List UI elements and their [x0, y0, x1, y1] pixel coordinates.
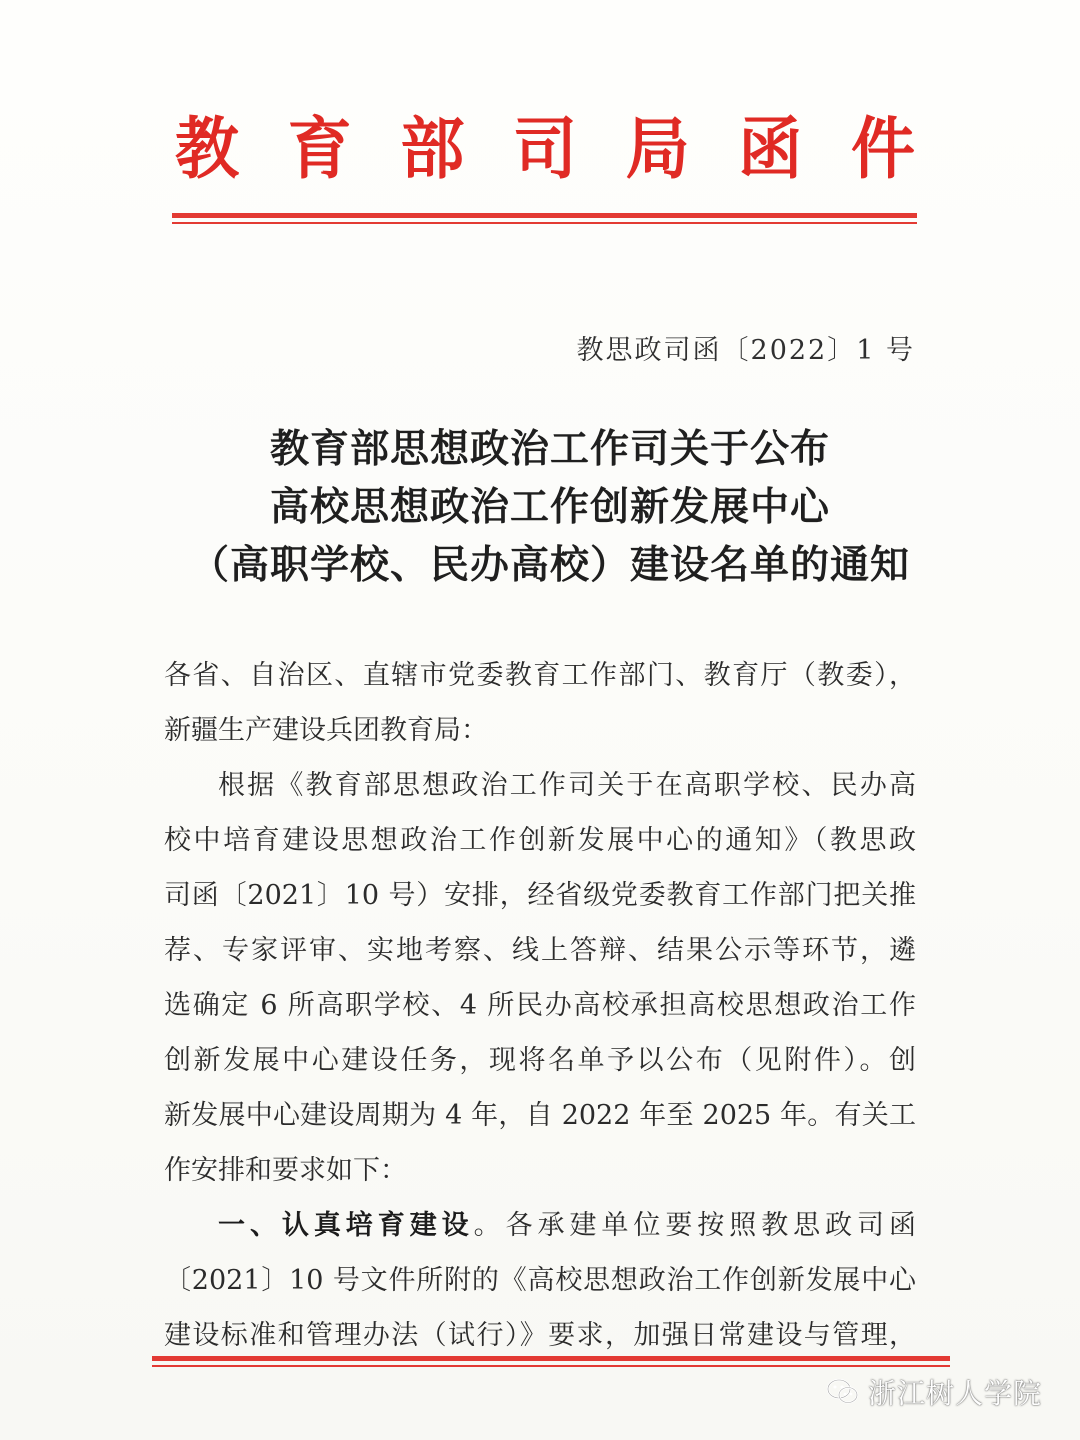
red-divider-thick	[172, 213, 917, 218]
body-line: 作安排和要求如下：	[164, 1155, 407, 1186]
body-line: 新发展中心建设周期为 4 年，自 2022 年至 2025 年。有关工	[164, 1100, 916, 1131]
letterhead-char: 件	[850, 110, 915, 189]
document-title	[140, 420, 960, 594]
body-line-heading-one	[164, 1198, 916, 1253]
section-heading: 一、认真培育建设	[218, 1210, 474, 1241]
letterhead-char: 函	[738, 110, 803, 189]
letterhead-char: 部	[400, 110, 465, 189]
letterhead-char: 局	[625, 110, 690, 189]
letterhead-char: 教	[175, 110, 239, 189]
title-line: 教育部思想政治工作司关于公布	[269, 426, 830, 472]
body-line: 司函〔2021〕10 号）安排，经省级党委教育工作部门把关推	[164, 880, 916, 911]
watermark	[826, 1372, 1042, 1412]
body-line: 校中培育建设思想政治工作创新发展中心的通知》（教思政	[164, 825, 916, 856]
body-line: 建设标准和管理办法（试行）》要求，加强日常建设与管理，	[164, 1320, 916, 1351]
red-divider-bottom-thick	[152, 1356, 950, 1361]
body-line: 〔2021〕10 号文件所附的《高校思想政治工作创新发展中心	[164, 1265, 916, 1296]
wechat-icon	[826, 1378, 860, 1406]
watermark-text: 浙江树人学院	[867, 1377, 1042, 1410]
body-line: 选确定 6 所高职学校、4 所民办高校承担高校思想政治工作	[164, 990, 916, 1021]
document-number: 教思政司函〔2022〕1 号	[576, 335, 915, 366]
title-line: （高职学校、民办高校）建设名单的通知	[189, 542, 910, 588]
document-body	[164, 648, 916, 1363]
red-divider-thin	[172, 222, 917, 224]
red-divider-bottom-thin	[152, 1365, 950, 1367]
body-line: 荐、专家评审、实地考察、线上答辩、结果公示等环节，遴	[164, 935, 916, 966]
letterhead	[175, 110, 915, 190]
letterhead-char: 司	[512, 110, 577, 189]
body-line: 根据《教育部思想政治工作司关于在高职学校、民办高	[218, 770, 916, 801]
section-text: 。各承建单位要按照教思政司函	[473, 1210, 916, 1241]
title-line: 高校思想政治工作创新发展中心	[269, 484, 830, 530]
letterhead-char: 育	[287, 110, 352, 189]
body-line: 新疆生产建设兵团教育局：	[164, 715, 488, 746]
body-line: 创新发展中心建设任务，现将名单予以公布（见附件）。创	[164, 1045, 916, 1076]
body-line: 各省、自治区、直辖市党委教育工作部门、教育厅（教委），	[164, 660, 916, 691]
